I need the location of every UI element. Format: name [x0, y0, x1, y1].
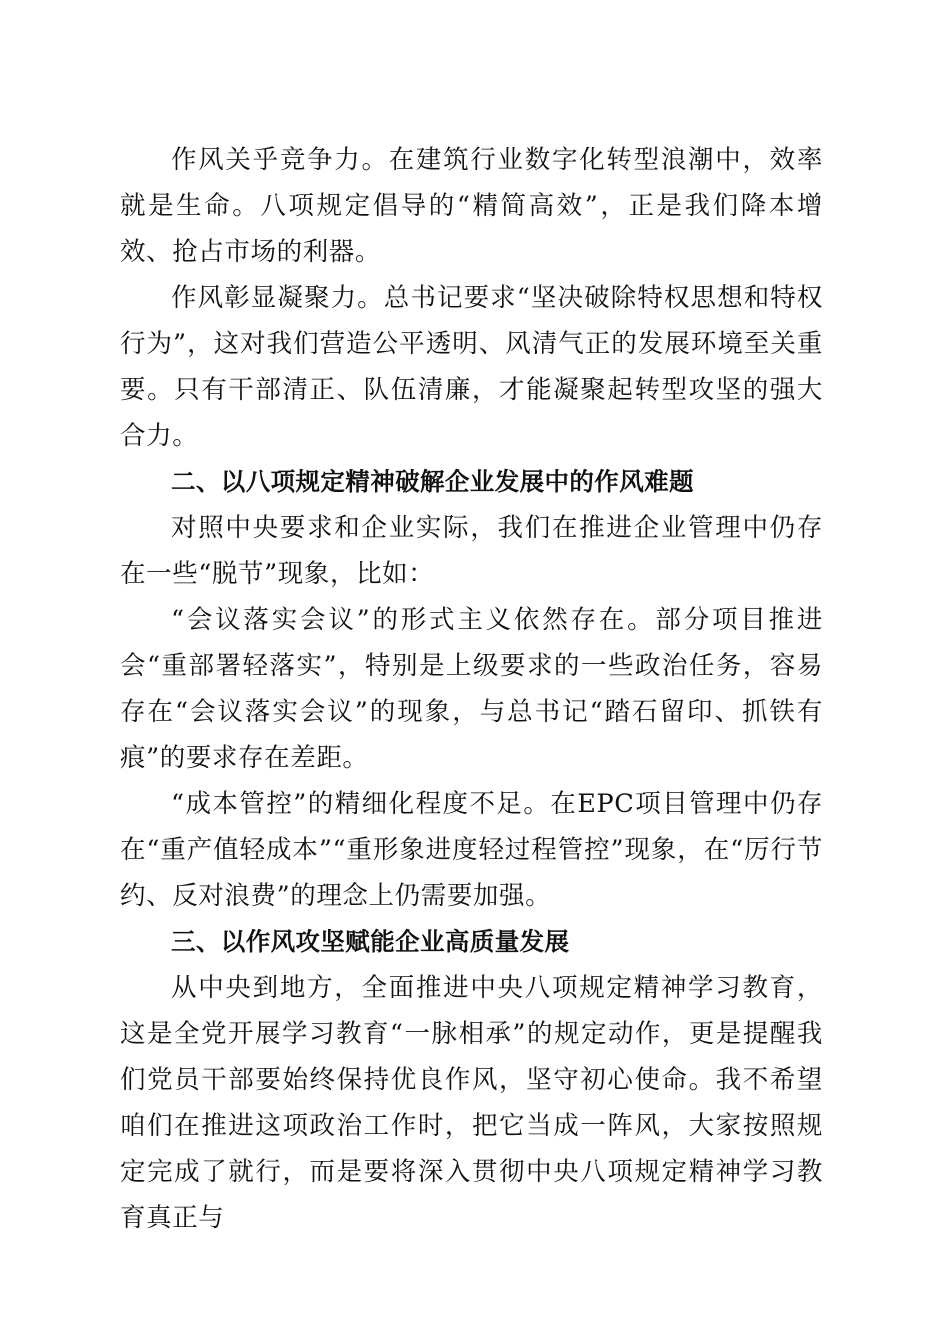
- section-heading-three: 三、以作风攻坚赋能企业高质量发展: [171, 927, 570, 956]
- paragraph-competitiveness: 作风关乎竞争力。在建筑行业数字化转型浪潮中，效率就是生命。八项规定倡导的“精简高效”，正是我们降本增效、抢占市场的利器。: [120, 145, 823, 267]
- section-heading-two: 二、以八项规定精神破解企业发展中的作风难题: [171, 467, 694, 496]
- paragraph-disconnect-intro: 对照中央要求和企业实际，我们在推进企业管理中仍存在一些“脱节”现象，比如：: [120, 513, 823, 589]
- document-page: [120, 137, 823, 1241]
- paragraph-cohesion: 作风彰显凝聚力。总书记要求“坚决破除特权思想和特权行为”，这对我们营造公平透明、风清气正的发展环境至关重要。只有干部清正、队伍清廉，才能凝聚起转型攻坚的强大合力。: [120, 283, 823, 451]
- paragraph-study-education: 从中央到地方，全面推进中央八项规定精神学习教育，这是全党开展学习教育“一脉相承”的规定动作，更是提醒我们党员干部要始终保持优良作风，坚守初心使命。我不希望咱们在推进这项政治工作时，把它当成一阵风，大家按照规定完成了就行，而是要将深入贯彻中央八项规定精神学习教育真正与: [120, 973, 823, 1233]
- paragraph-cost-control: “成本管控”的精细化程度不足。在EPC项目管理中仍存在“重产值轻成本”“重形象进度轻过程管控”现象，在“厉行节约、反对浪费”的理念上仍需要加强。: [120, 789, 823, 911]
- paragraph-meeting-formalism: “会议落实会议”的形式主义依然存在。部分项目推进会“重部署轻落实”，特别是上级要求的一些政治任务，容易存在“会议落实会议”的现象，与总书记“踏石留印、抓铁有痕”的要求存在差距。: [120, 605, 823, 773]
